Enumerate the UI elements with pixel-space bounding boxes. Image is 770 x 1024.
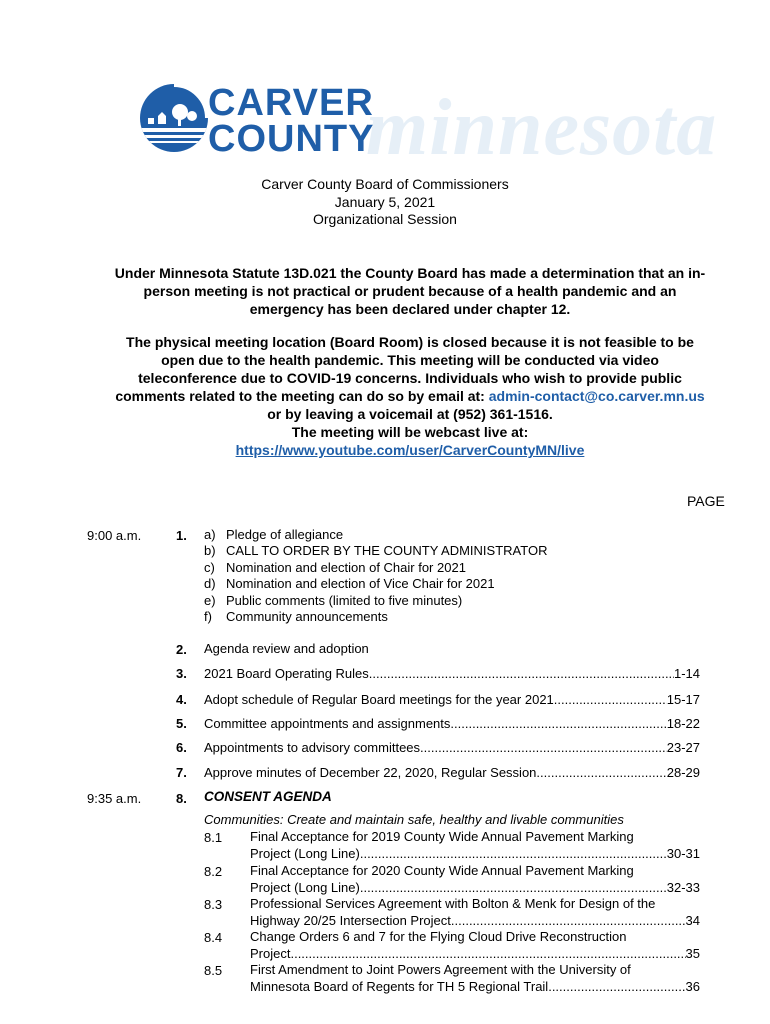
- subitem: [204, 609, 547, 625]
- agenda-item-text: Approve minutes of December 22, 2020, Regular Session: [204, 765, 537, 780]
- subitem-letter: f): [204, 609, 212, 625]
- carver-county-logo: [138, 78, 718, 178]
- county-emblem-icon: [138, 78, 208, 158]
- leader-dots: [420, 740, 667, 756]
- notice-line: open due to the health pandemic. This meeting will be conducted via video: [161, 352, 659, 368]
- consent-item-number: 8.2: [204, 864, 223, 879]
- consent-item-number: 8.1: [204, 830, 223, 845]
- consent-item-text: Project (Long Line): [250, 846, 360, 861]
- page-column-label: PAGE: [687, 493, 725, 509]
- item-number: 4.: [176, 692, 187, 707]
- subitem-letter: d): [204, 576, 216, 592]
- leader-dots: [548, 979, 685, 995]
- consent-item-row: [250, 880, 700, 896]
- agenda-row: [204, 765, 700, 781]
- agenda-row: [204, 692, 700, 708]
- item1-subitems: [204, 527, 547, 625]
- agenda-item-text: 2021 Board Operating Rules: [204, 666, 369, 681]
- communities-goal: Communities: Create and maintain safe, healthy and livable communities: [204, 812, 624, 827]
- time-label: 9:00 a.m.: [87, 528, 142, 543]
- consent-item-text: Final Acceptance for 2019 County Wide Annual Pavement Marking: [250, 829, 634, 844]
- notice-line: teleconference due to COVID-19 concerns. Individuals who wish to provide public: [138, 370, 682, 386]
- time-label: 9:35 a.m.: [87, 791, 142, 806]
- notice-line: [80, 441, 740, 459]
- agenda-row: [204, 716, 700, 732]
- consent-item-number: 8.5: [204, 963, 223, 978]
- subitem: [204, 576, 547, 592]
- item-number: 8.: [176, 791, 187, 806]
- subitem: [204, 560, 547, 576]
- consent-item-row: [250, 979, 700, 995]
- notice-line: emergency has been declared under chapter 12.: [249, 301, 571, 317]
- page-ref: 28-29: [666, 765, 700, 780]
- page-ref: 34: [685, 913, 700, 928]
- item-number: 7.: [176, 765, 187, 780]
- item-number: 5.: [176, 716, 187, 731]
- page-ref: 18-22: [666, 716, 700, 731]
- subitem-text: CALL TO ORDER BY THE COUNTY ADMINISTRATOR: [226, 543, 548, 559]
- subitem-letter: e): [204, 592, 216, 608]
- notice-line: person meeting is not practical or prudent because of a health pandemic and an: [143, 283, 677, 299]
- page-ref: 36: [685, 979, 700, 994]
- leader-dots: [360, 846, 667, 862]
- page-ref: 23-27: [666, 740, 700, 755]
- page-ref: 1-14: [673, 666, 700, 681]
- subitem: [204, 593, 547, 609]
- consent-item-text: Change Orders 6 and 7 for the Flying Cloud Drive Reconstruction: [250, 929, 627, 944]
- consent-agenda-heading: CONSENT AGENDA: [204, 789, 332, 804]
- meeting-location-notice: [80, 333, 740, 459]
- leader-dots: [536, 765, 666, 781]
- consent-item-row: [250, 913, 700, 929]
- logo-watermark: minnesota: [366, 84, 718, 172]
- meeting-date: January 5, 2021: [334, 193, 436, 210]
- notice-line: Under Minnesota Statute 13D.021 the County Board has made a determination that an in-: [114, 265, 706, 281]
- agenda-item-text: Appointments to advisory committees: [204, 740, 421, 755]
- item-number: 2.: [176, 642, 187, 657]
- notice-line: or by leaving a voicemail at (952) 361-1516.: [267, 406, 553, 422]
- consent-item-text: Minnesota Board of Regents for TH 5 Regional Trail: [250, 979, 549, 994]
- item-number: 1.: [176, 528, 187, 543]
- page-ref: 35: [685, 946, 700, 961]
- consent-item-text: Professional Services Agreement with Bolton & Menk for Design of the: [250, 896, 656, 911]
- consent-item-text: Project (Long Line): [250, 880, 360, 895]
- consent-item-number: 8.3: [204, 897, 223, 912]
- notice-line: The physical meeting location (Board Room) is closed because it is not feasible to be: [126, 334, 694, 350]
- session-name: Organizational Session: [313, 211, 457, 227]
- consent-item-text: Highway 20/25 Intersection Project: [250, 913, 451, 928]
- consent-item-row: [250, 946, 700, 962]
- subitem-text: Nomination and election of Chair for 2021: [226, 559, 466, 575]
- leader-dots: [554, 692, 667, 708]
- agenda-item-text: Adopt schedule of Regular Board meetings for the year 2021: [204, 692, 554, 707]
- page-ref: 32-33: [666, 880, 700, 895]
- agenda-item-text: Agenda review and adoption: [204, 641, 369, 656]
- logo-line-county: COUNTY: [208, 118, 375, 160]
- consent-item-number: 8.4: [204, 930, 223, 945]
- page-ref: 15-17: [666, 692, 700, 707]
- consent-item-text: First Amendment to Joint Powers Agreement with the University of: [250, 962, 631, 977]
- subitem-letter: a): [204, 527, 216, 542]
- subitem-letter: c): [204, 559, 215, 575]
- leader-dots: [450, 716, 666, 732]
- leader-dots: [369, 666, 674, 682]
- board-title: Carver County Board of Commissioners: [261, 176, 509, 192]
- subitem-text: Pledge of allegiance: [226, 527, 344, 542]
- leader-dots: [290, 946, 685, 962]
- email-link[interactable]: admin-contact@co.carver.mn.us: [488, 388, 705, 404]
- item-number: 6.: [176, 740, 187, 755]
- agenda-row: [204, 740, 700, 756]
- subitem-letter: b): [204, 543, 216, 559]
- webcast-link[interactable]: https://www.youtube.com/user/CarverCountyMN/live: [235, 442, 585, 458]
- item-number: 3.: [176, 666, 187, 681]
- agenda-item-text: Committee appointments and assignments: [204, 716, 451, 731]
- agenda-row: [204, 666, 700, 682]
- logo-line-carver: CARVER: [208, 82, 374, 124]
- leader-dots: [360, 880, 667, 896]
- leader-dots: [451, 913, 686, 929]
- notice-text: comments related to the meeting can do so by email at:: [115, 388, 489, 404]
- subitem-text: Nomination and election of Vice Chair for 2021: [226, 576, 495, 592]
- consent-item-text: Project: [250, 946, 291, 961]
- consent-item-row: [250, 846, 700, 862]
- subitem: [204, 527, 547, 543]
- subitem-text: Community announcements: [226, 609, 388, 625]
- subitem: [204, 543, 547, 559]
- notice-line: [80, 387, 740, 405]
- meeting-header: [0, 176, 770, 229]
- consent-item-text: Final Acceptance for 2020 County Wide Annual Pavement Marking: [250, 863, 634, 878]
- subitem-text: Public comments (limited to five minutes): [226, 592, 463, 608]
- page-ref: 30-31: [666, 846, 700, 861]
- statute-notice: [80, 264, 740, 318]
- notice-line: The meeting will be webcast live at:: [291, 424, 529, 440]
